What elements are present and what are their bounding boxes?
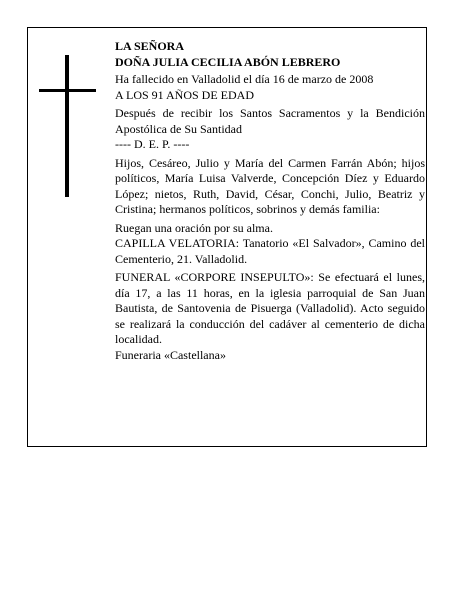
chapel-text: CAPILLA VELATORIA: Tanatorio «El Salvador», Camino del Cementerio, 21. Valladolid. bbox=[115, 236, 425, 266]
notice-title: LA SEÑORA bbox=[115, 39, 185, 53]
death-line: Ha fallecido en Valladolid el día 16 de marzo de 2008 bbox=[115, 72, 374, 86]
cross-vertical-bar bbox=[65, 55, 69, 197]
rip-line: ---- D. E. P. ---- bbox=[115, 137, 190, 151]
funeral-text: FUNERAL «CORPORE INSEPULTO»: Se efectuará el lunes, día 17, a las 11 horas, en la iglesia parroquial de San Juan Bautista, de Santovenia de Pisuerga (Valladolid). Acto seguido se realizará la conducción del cadáver al cementerio de dicha localidad. bbox=[115, 270, 425, 346]
notice-body bbox=[115, 39, 425, 366]
sacraments-text: Después de recibir los Santos Sacramentos y la Bendición Apostólica de Su Santidad bbox=[115, 106, 425, 136]
cross-horizontal-bar bbox=[39, 89, 96, 92]
prayer-text: Ruegan una oración por su alma. bbox=[115, 220, 273, 235]
funeral-home: Funeraria «Castellana» bbox=[115, 347, 226, 362]
age-line: A LOS 91 AÑOS DE EDAD bbox=[115, 87, 255, 102]
deceased-name: DOÑA JULIA CECILIA ABÓN LEBRERO bbox=[115, 54, 341, 69]
family-text: Hijos, Cesáreo, Julio y María del Carmen Farrán Abón; hijos políticos, María Luisa Valverde, Concepción Díez y Eduardo López; nietos, Ruth, David, César, Conchi, Julio, Beatriz y Cristina; hermanos políticos, sobrinos y demás familia: bbox=[115, 155, 425, 216]
